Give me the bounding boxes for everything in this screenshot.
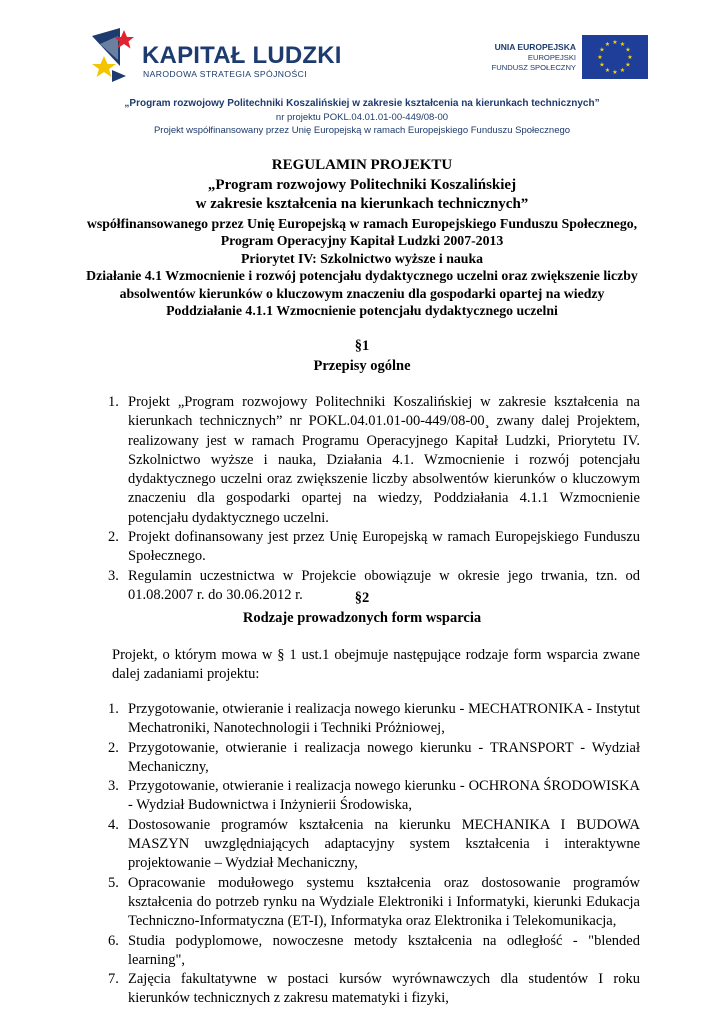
- list-item: 7. Zajęcia fakultatywne w postaci kursów wyrównawczych dla studentów I roku kierunków technicznych z zakresu matematyki i fizyki,: [108, 971, 640, 1007]
- section-1-list: [110, 393, 640, 605]
- section-2-list: [110, 700, 640, 1009]
- header-cofinancing: Projekt współfinansowany przez Unię Europejską w ramach Europejskiego Funduszu Społecznego: [153, 125, 571, 136]
- svg-text:★: ★: [599, 46, 605, 54]
- section-2-intro: Projekt, o którym mowa w § 1 ust.1 obejmuje następujące rodzaje form wsparcia zwane dalej zadaniami projektu:: [112, 647, 640, 683]
- svg-text:★: ★: [619, 67, 626, 74]
- svg-text:★: ★: [612, 69, 618, 76]
- document-title: REGULAMIN PROJEKTU: [271, 157, 453, 173]
- list-item: 5. Opracowanie modułowego systemu kształcenia oraz dostosowanie programów kształcenia do potrzeb rynku na Wydziale Elektroniki i Informatyki, kierunki Edukacja Techniczno-Informatyczna (ET-I), Informatyka oraz Elektronika i Telekomunikacja,: [108, 874, 640, 930]
- list-item: 2. Projekt dofinansowany jest przez Unię Europejską w ramach Europejskiego Funduszu Społecznego.: [108, 529, 640, 565]
- header-project-name: „Program rozwojowy Politechniki Koszalińskiej w zakresie kształcenia na kierunkach technicznych”: [124, 98, 600, 109]
- list-item: 2. Przygotowanie, otwieranie i realizacja nowego kierunku - TRANSPORT - Wydział Mechaniczny,: [108, 739, 640, 775]
- section-1-number: §1: [354, 338, 370, 354]
- eu-logo-text: [492, 42, 576, 73]
- list-item: 1. Projekt „Program rozwojowy Politechniki Koszalińskiej w zakresie kształcenia na kierunkach technicznych” nr POKL.04.01.01-00-449/08-00¸ zwany dalej Projektem, realizowany jest w ramach Programu Operacyjnego Kapitał Ludzki, Priorytetu IV. Szkolnictwo wyższe i nauka, Działania 4.1. Wzmocnienie i rozwój potencjału dydaktycznego uczelni oraz zwiększenie liczby absolwentów kierunków o kluczowym znaczeniu dla gospodarki opartej na wiedzy, Poddziałania 4.1.1 Wzmocnienie potencjału dydaktycznego uczelni.: [108, 394, 640, 526]
- section-2-heading: Rodzaje prowadzonych form wsparcia: [242, 610, 482, 626]
- svg-text:★: ★: [612, 39, 618, 46]
- title-action-line-2: absolwentów kierunków o kluczowym znaczeniu dla gospodarki opartej na wiedzy: [119, 285, 605, 301]
- project-name-line-2: w zakresie kształcenia na kierunkach technicznych”: [195, 196, 529, 212]
- eu-line-1: UNIA EUROPEJSKA: [494, 42, 576, 52]
- kapital-ludzki-emblem-icon: [90, 26, 136, 84]
- title-cofinancing: współfinansowanego przez Unię Europejską w ramach Europejskiego Funduszu Społecznego,: [86, 215, 638, 231]
- svg-text:★: ★: [625, 61, 631, 69]
- logo-title: KAPITAŁ LUDZKI: [142, 42, 342, 69]
- eu-flag-icon: [582, 35, 648, 79]
- list-item: 3. Regulamin uczestnictwa w Projekcie obowiązuje w okresie jego trwania, tzn. od 01.08.2007 r. do 30.06.2012 r.: [108, 567, 640, 603]
- project-name-line-1: „Program rozwojowy Politechniki Koszalińskiej: [207, 176, 517, 193]
- svg-text:★: ★: [604, 67, 611, 74]
- document-title-block: [0, 156, 724, 320]
- logo-subtitle: NARODOWA STRATEGIA SPÓJNOŚCI: [143, 69, 307, 79]
- title-subaction: Poddziałanie 4.1.1 Wzmocnienie potencjału dydaktycznego uczelni: [166, 303, 558, 318]
- eu-logo: [478, 32, 648, 84]
- kapital-ludzki-logo: [90, 26, 342, 86]
- header-project-number: nr projektu POKL.04.01.01-00-449/08-00: [275, 112, 449, 123]
- title-program: Program Operacyjny Kapitał Ludzki 2007-2013: [220, 233, 504, 248]
- svg-text:★: ★: [627, 54, 633, 61]
- svg-text:★: ★: [597, 54, 603, 61]
- eu-line-2: EUROPEJSKI: [527, 53, 576, 62]
- list-item: 3. Przygotowanie, otwieranie i realizacja nowego kierunku - OCHRONA ŚRODOWISKA - Wydział Budownictwa i Inżynierii Środowiska,: [108, 778, 640, 814]
- list-item: 6. Studia podyplomowe, nowoczesne metody kształcenia na odległość - "blended learning",: [108, 932, 640, 968]
- eu-line-3: FUNDUSZ SPOŁECZNY: [491, 63, 576, 72]
- svg-text:★: ★: [619, 41, 626, 48]
- svg-text:★: ★: [625, 46, 631, 54]
- section-1-heading: Przepisy ogólne: [313, 358, 411, 374]
- svg-text:★: ★: [599, 61, 605, 69]
- svg-text:★: ★: [604, 41, 611, 48]
- title-priority: Priorytet IV: Szkolnictwo wyższe i nauka: [240, 250, 484, 266]
- list-item: 4. Dostosowanie programów kształcenia na kierunku MECHANIKA I BUDOWA MASZYN uwzględniających adaptacyjny system kształcenia i interaktywne projektowanie – Wydział Mechaniczny,: [108, 816, 640, 872]
- section-2-number: §2: [354, 590, 370, 606]
- title-action-line-1: Działanie 4.1 Wzmocnienie i rozwój potencjału dydaktycznego uczelni oraz zwiększenie liczby: [86, 268, 638, 283]
- list-item: 1. Przygotowanie, otwieranie i realizacja nowego kierunku - MECHATRONIKA - Instytut Mechatroniki, Nanotechnologii i Techniki Próżniowej,: [108, 701, 640, 737]
- page-header: [0, 0, 724, 140]
